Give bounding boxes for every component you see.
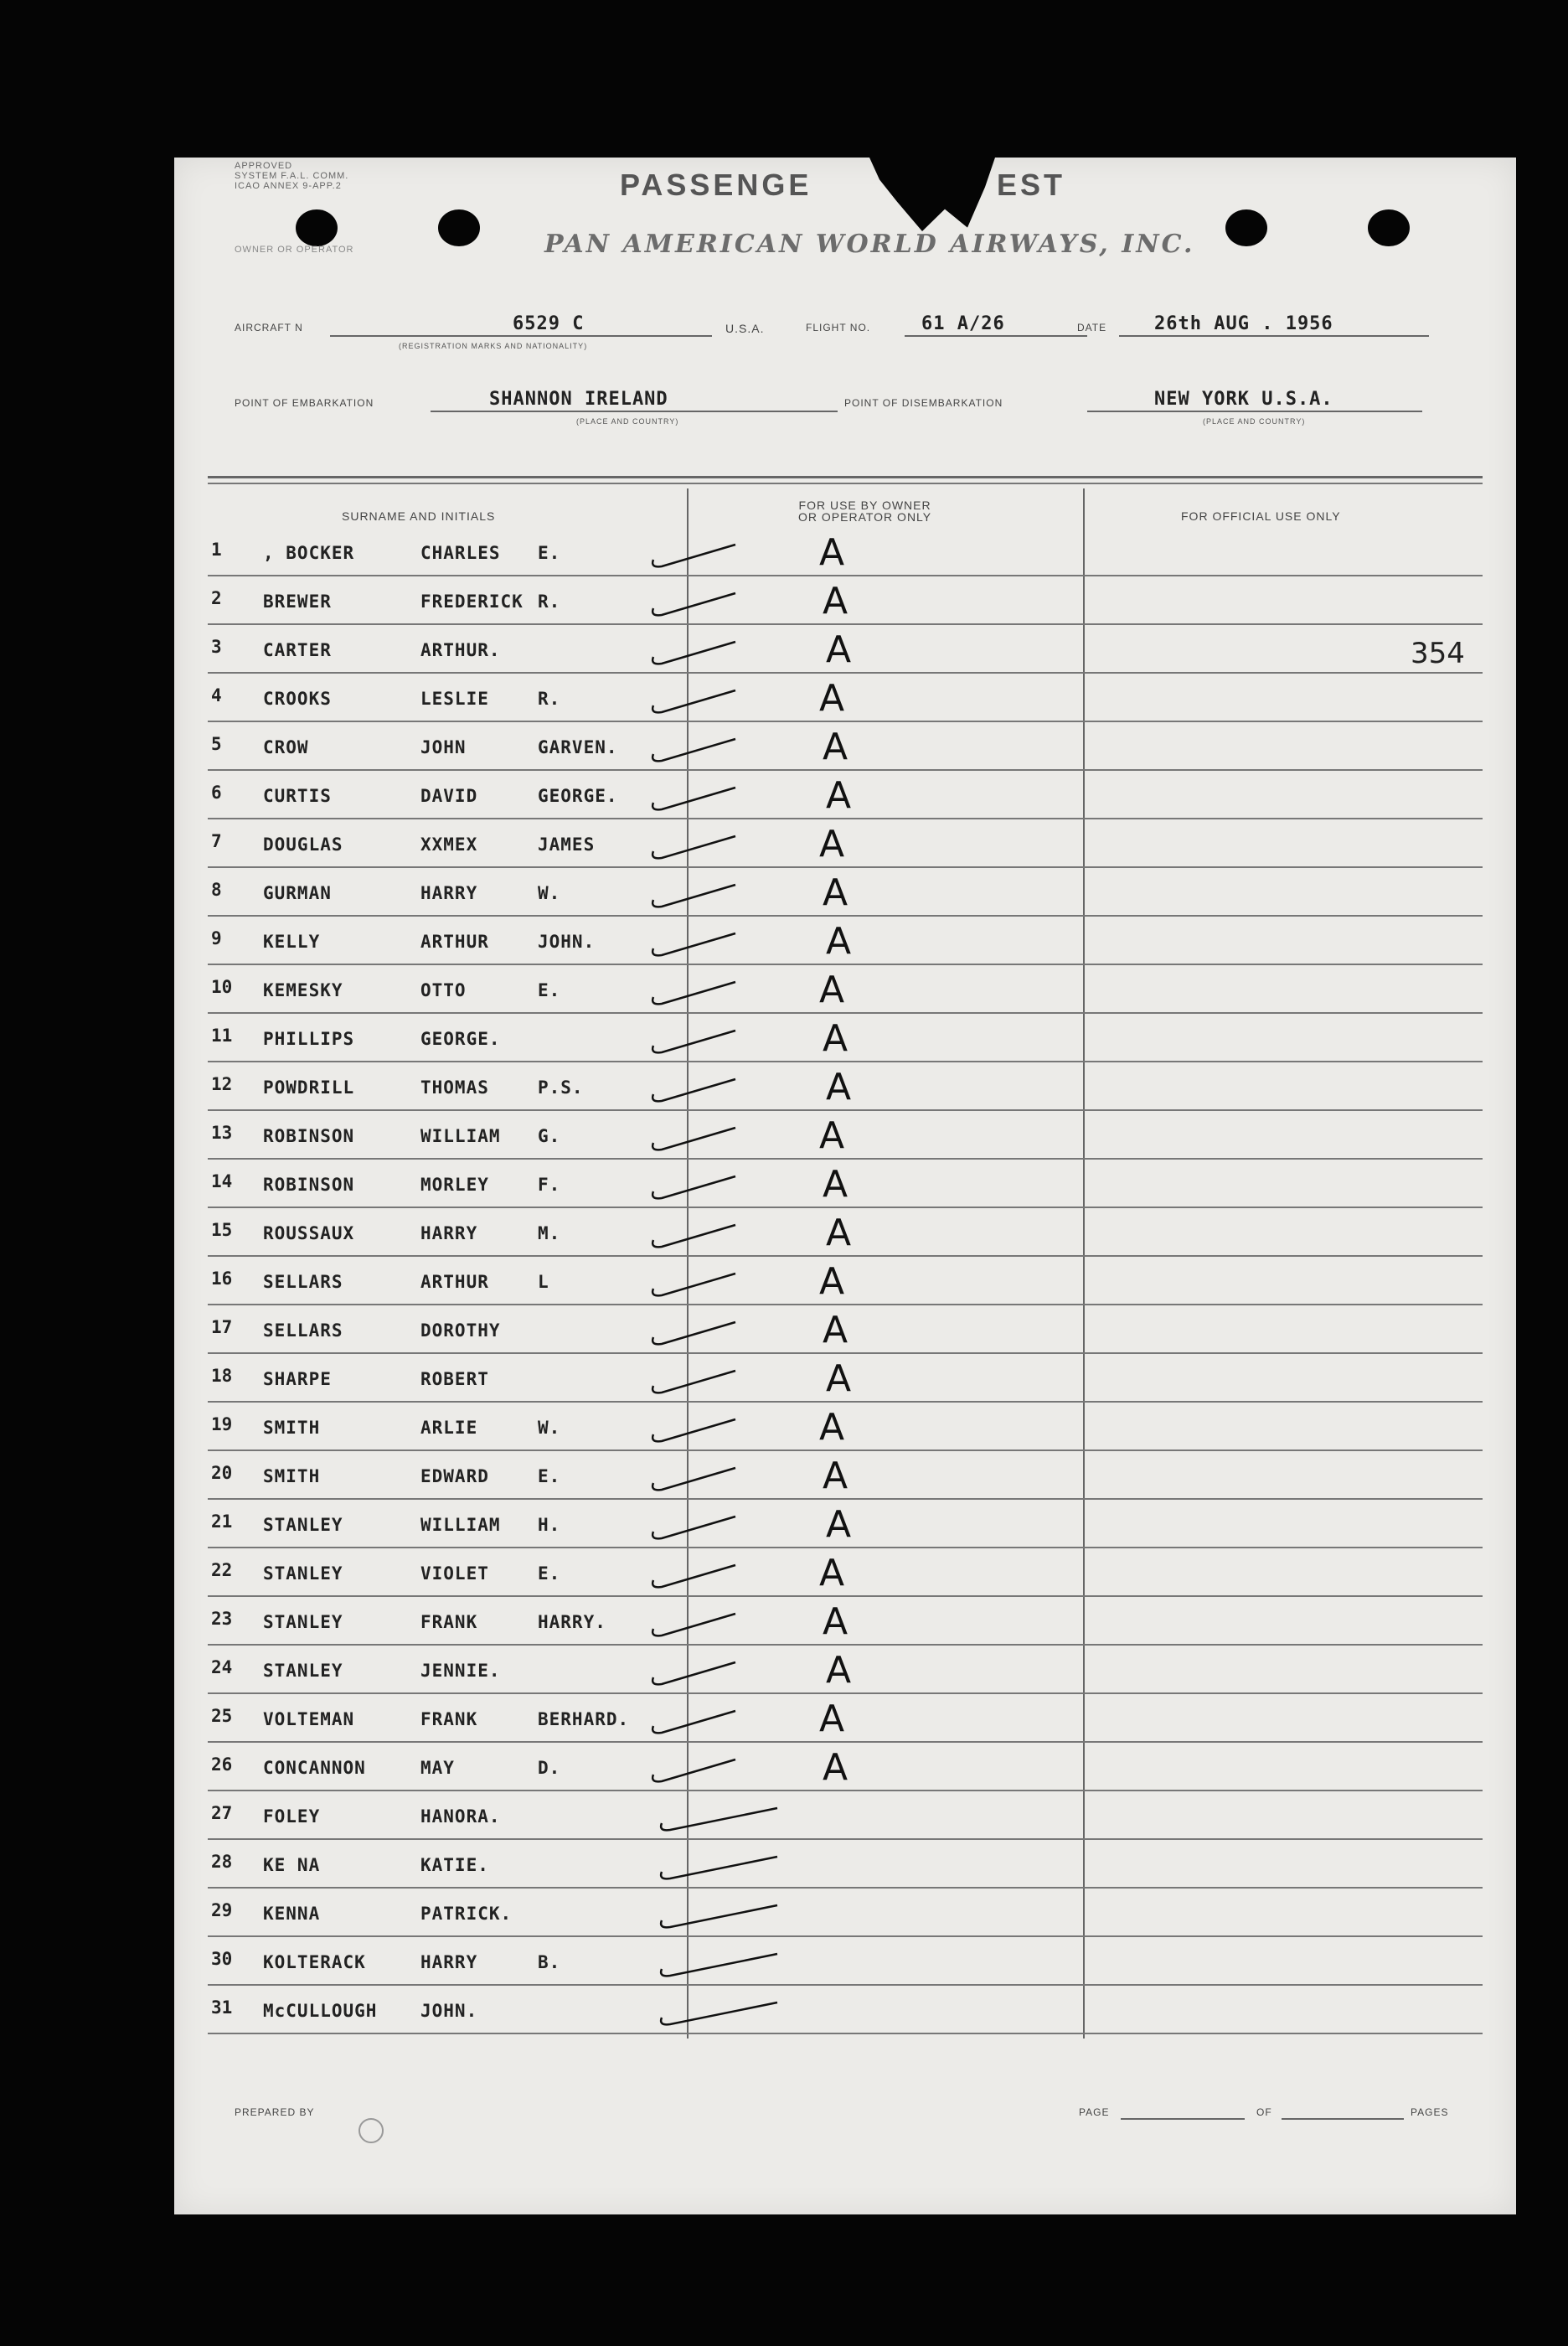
row-rule — [208, 1935, 1483, 1937]
check-stroke-icon — [643, 1166, 811, 1208]
row-number: 27 — [211, 1803, 233, 1823]
row-number: 9 — [211, 928, 222, 948]
operator-mark: A — [826, 920, 852, 963]
passenger-initial: E. — [538, 1466, 561, 1486]
of-underline — [1282, 2118, 1404, 2120]
operator-mark: A — [826, 774, 852, 817]
passenger-surname: SHARPE — [263, 1369, 332, 1389]
row-rule — [208, 1449, 1483, 1451]
operator-mark: A — [819, 1697, 845, 1740]
check-stroke-icon — [652, 1798, 819, 1840]
punch-hole — [438, 209, 480, 246]
check-stroke-icon — [643, 1555, 811, 1597]
row-number: 23 — [211, 1609, 233, 1629]
row-rule — [208, 1547, 1483, 1548]
prepared-label: PREPARED BY — [235, 2106, 315, 2118]
passenger-initial: GARVEN. — [538, 737, 618, 757]
aircraft-value: 6529 C — [513, 313, 585, 334]
passenger-first-name: HANORA. — [420, 1806, 501, 1827]
passenger-first-name: JENNIE. — [420, 1661, 501, 1681]
passenger-initial: W. — [538, 883, 561, 903]
operator-mark: A — [819, 677, 845, 720]
check-stroke-icon — [643, 1263, 811, 1305]
table-top-rule — [208, 476, 1483, 478]
passenger-initial: M. — [538, 1223, 561, 1243]
passenger-first-name: LESLIE — [420, 689, 489, 709]
row-rule — [208, 1158, 1483, 1160]
date-label: DATE — [1077, 322, 1107, 333]
passenger-first-name: MAY — [420, 1758, 455, 1778]
row-rule — [208, 866, 1483, 868]
operator-mark: A — [826, 628, 852, 671]
official-number: 354 — [1411, 637, 1465, 670]
passenger-surname: , BOCKER — [263, 543, 355, 563]
passenger-first-name: CHARLES — [420, 543, 501, 563]
check-stroke-icon — [643, 680, 811, 722]
approval-line: SYSTEM F.A.L. COMM. — [235, 171, 349, 181]
row-number: 16 — [211, 1269, 233, 1289]
passenger-surname: ROBINSON — [263, 1175, 355, 1195]
check-stroke-icon — [643, 778, 811, 819]
passenger-first-name: ARLIE — [420, 1418, 478, 1438]
embark-value: SHANNON IRELAND — [489, 389, 668, 410]
row-rule — [208, 964, 1483, 965]
row-rule — [208, 2033, 1483, 2034]
passenger-surname: KELLY — [263, 932, 321, 952]
aircraft-label: AIRCRAFT N — [235, 322, 303, 333]
operator-mark: A — [819, 1114, 845, 1157]
operator-mark: A — [819, 1260, 845, 1303]
of-label: OF — [1256, 2106, 1272, 2118]
row-number: 11 — [211, 1026, 233, 1046]
check-stroke-icon — [643, 1312, 811, 1354]
passenger-initial: P.S. — [538, 1077, 584, 1098]
passenger-first-name: DOROTHY — [420, 1320, 501, 1341]
passenger-surname: STANLEY — [263, 1661, 343, 1681]
row-number: 1 — [211, 540, 222, 560]
table-top-rule-2 — [208, 483, 1483, 484]
row-number: 29 — [211, 1900, 233, 1920]
aircraft-sublabel: (REGISTRATION MARKS AND NATIONALITY) — [399, 342, 588, 350]
check-stroke-icon — [643, 1701, 811, 1743]
row-number: 17 — [211, 1317, 233, 1337]
passenger-first-name: XXMEX — [420, 835, 478, 855]
passenger-first-name: ROBERT — [420, 1369, 489, 1389]
operator-mark: A — [823, 726, 848, 768]
disembark-label: POINT OF DISEMBARKATION — [844, 397, 1003, 409]
passenger-initial: R. — [538, 689, 561, 709]
check-stroke-icon — [643, 1458, 811, 1500]
col-owner-header — [798, 499, 931, 523]
passenger-initial: E. — [538, 980, 561, 1000]
row-rule — [208, 1692, 1483, 1694]
row-number: 10 — [211, 977, 233, 997]
operator-mark: A — [819, 823, 845, 866]
form-title-right: EST — [997, 168, 1066, 202]
row-rule — [208, 623, 1483, 625]
col-surname-header: SURNAME AND INITIALS — [342, 509, 496, 523]
operator-mark: A — [823, 1309, 848, 1351]
row-number: 20 — [211, 1463, 233, 1483]
flight-label: FLIGHT NO. — [806, 322, 871, 333]
col-official-header: FOR OFFICIAL USE ONLY — [1181, 509, 1341, 523]
passenger-first-name: PATRICK. — [420, 1904, 513, 1924]
passenger-first-name: WILLIAM — [420, 1126, 501, 1146]
aircraft-underline — [330, 335, 712, 337]
check-stroke-icon — [643, 1652, 811, 1694]
row-number: 18 — [211, 1366, 233, 1386]
row-rule — [208, 1207, 1483, 1208]
row-number: 22 — [211, 1560, 233, 1580]
check-stroke-icon — [643, 583, 811, 625]
check-stroke-icon — [643, 972, 811, 1014]
check-stroke-icon — [643, 875, 811, 917]
row-rule — [208, 1061, 1483, 1062]
row-number: 31 — [211, 1997, 233, 2018]
pages-label: PAGES — [1411, 2106, 1449, 2118]
row-number: 5 — [211, 734, 222, 754]
check-stroke-icon — [643, 1215, 811, 1257]
passenger-first-name: HARRY — [420, 883, 478, 903]
flight-underline — [905, 335, 1087, 337]
operator-mark: A — [823, 871, 848, 914]
passenger-initial: GEORGE. — [538, 786, 618, 806]
passenger-initial: E. — [538, 1563, 561, 1584]
passenger-surname: SMITH — [263, 1466, 321, 1486]
operator-mark: A — [826, 1212, 852, 1254]
operator-mark: A — [823, 1455, 848, 1497]
disembark-underline — [1087, 411, 1422, 412]
operator-mark: A — [823, 1746, 848, 1789]
row-rule — [208, 1304, 1483, 1305]
passenger-first-name: MORLEY — [420, 1175, 489, 1195]
stamp-circle-icon — [358, 2118, 384, 2143]
operator-mark: A — [823, 1600, 848, 1643]
passenger-surname: BREWER — [263, 592, 332, 612]
check-stroke-icon — [643, 1021, 811, 1062]
passenger-initial: G. — [538, 1126, 561, 1146]
passenger-surname: ROBINSON — [263, 1126, 355, 1146]
owner-label: OWNER OR OPERATOR — [235, 245, 354, 255]
operator-mark: A — [826, 1357, 852, 1400]
check-stroke-icon — [643, 632, 811, 674]
check-stroke-icon — [652, 1992, 819, 2034]
approval-line: APPROVED — [235, 161, 293, 171]
manifest-sheet — [174, 158, 1516, 2214]
passenger-first-name: FRANK — [420, 1612, 478, 1632]
check-stroke-icon — [643, 1409, 811, 1451]
passenger-initial: D. — [538, 1758, 561, 1778]
passenger-surname: SMITH — [263, 1418, 321, 1438]
passenger-initial: L — [538, 1272, 549, 1292]
passenger-initial: B. — [538, 1952, 561, 1972]
embark-sublabel: (PLACE AND COUNTRY) — [576, 417, 679, 426]
row-rule — [208, 1401, 1483, 1403]
row-number: 2 — [211, 588, 222, 608]
passenger-surname: SELLARS — [263, 1272, 343, 1292]
operator-mark: A — [819, 969, 845, 1011]
passenger-surname: CURTIS — [263, 786, 332, 806]
passenger-first-name: JOHN — [420, 737, 467, 757]
passenger-surname: KOLTERACK — [263, 1952, 366, 1972]
passenger-first-name: VIOLET — [420, 1563, 489, 1584]
row-rule — [208, 672, 1483, 674]
row-rule — [208, 915, 1483, 917]
disembark-sublabel: (PLACE AND COUNTRY) — [1203, 417, 1306, 426]
passenger-first-name: THOMAS — [420, 1077, 489, 1098]
row-rule — [208, 1984, 1483, 1986]
operator-mark: A — [826, 1066, 852, 1108]
operator-mark: A — [819, 1552, 845, 1594]
passenger-initial: JAMES — [538, 835, 596, 855]
row-rule — [208, 1887, 1483, 1889]
check-stroke-icon — [643, 1361, 811, 1403]
passenger-surname: KEMESKY — [263, 980, 343, 1000]
page-label: PAGE — [1079, 2106, 1110, 2118]
check-stroke-icon — [643, 1506, 811, 1548]
passenger-first-name: JOHN. — [420, 2001, 478, 2021]
row-number: 7 — [211, 831, 222, 851]
row-number: 3 — [211, 637, 222, 657]
punch-hole — [1368, 209, 1410, 246]
torn-paper — [869, 158, 995, 231]
passenger-initial: E. — [538, 543, 561, 563]
embark-label: POINT OF EMBARKATION — [235, 397, 374, 409]
passenger-first-name: OTTO — [420, 980, 467, 1000]
row-rule — [208, 1255, 1483, 1257]
passenger-surname: DOUGLAS — [263, 835, 343, 855]
row-number: 14 — [211, 1171, 233, 1191]
check-stroke-icon — [643, 1069, 811, 1111]
passenger-first-name: FREDERICK — [420, 592, 524, 612]
passenger-first-name: HARRY — [420, 1223, 478, 1243]
passenger-surname: PHILLIPS — [263, 1029, 355, 1049]
passenger-first-name: KATIE. — [420, 1855, 489, 1875]
passenger-surname: GURMAN — [263, 883, 332, 903]
passenger-first-name: HARRY — [420, 1952, 478, 1972]
passenger-surname: VOLTEMAN — [263, 1709, 355, 1729]
passenger-first-name: ARTHUR. — [420, 640, 501, 660]
row-rule — [208, 721, 1483, 722]
embark-underline — [431, 411, 838, 412]
row-number: 4 — [211, 685, 222, 705]
passenger-surname: CONCANNON — [263, 1758, 366, 1778]
passenger-surname: STANLEY — [263, 1515, 343, 1535]
passenger-surname: McCULLOUGH — [263, 2001, 378, 2021]
form-title-left: PASSENGE — [620, 168, 812, 202]
company-name: PAN AMERICAN WORLD AIRWAYS, INC. — [544, 230, 1195, 259]
passenger-surname: KE NA — [263, 1855, 321, 1875]
passenger-surname: KENNA — [263, 1904, 321, 1924]
check-stroke-icon — [652, 1944, 819, 1986]
row-number: 15 — [211, 1220, 233, 1240]
row-number: 6 — [211, 783, 222, 803]
passenger-initial: F. — [538, 1175, 561, 1195]
passenger-surname: ROUSSAUX — [263, 1223, 355, 1243]
page-underline — [1121, 2118, 1245, 2120]
row-rule — [208, 1741, 1483, 1743]
passenger-surname: FOLEY — [263, 1806, 321, 1827]
row-rule — [208, 1012, 1483, 1014]
operator-mark: A — [819, 1406, 845, 1449]
passenger-first-name: FRANK — [420, 1709, 478, 1729]
passenger-initial: R. — [538, 592, 561, 612]
check-stroke-icon — [643, 923, 811, 965]
operator-mark: A — [826, 1503, 852, 1546]
col-owner-header-line2: OR OPERATOR ONLY — [798, 510, 932, 524]
date-value: 26th AUG . 1956 — [1154, 313, 1333, 334]
row-rule — [208, 1109, 1483, 1111]
row-number: 28 — [211, 1852, 233, 1872]
check-stroke-icon — [643, 729, 811, 771]
operator-mark: A — [823, 1017, 848, 1060]
row-number: 12 — [211, 1074, 233, 1094]
row-number: 19 — [211, 1414, 233, 1434]
passenger-initial: H. — [538, 1515, 561, 1535]
passenger-surname: STANLEY — [263, 1612, 343, 1632]
flight-value: 61 A/26 — [921, 313, 1005, 334]
col-owner-header-line1: FOR USE BY OWNER — [798, 499, 931, 512]
check-stroke-icon — [643, 1118, 811, 1160]
approval-stamp — [235, 161, 348, 191]
check-stroke-icon — [643, 826, 811, 868]
row-number: 30 — [211, 1949, 233, 1969]
check-stroke-icon — [643, 1604, 811, 1646]
check-stroke-icon — [652, 1895, 819, 1937]
row-rule — [208, 1498, 1483, 1500]
date-underline — [1119, 335, 1429, 337]
row-rule — [208, 1644, 1483, 1646]
passenger-surname: POWDRILL — [263, 1077, 355, 1098]
check-stroke-icon — [643, 1749, 811, 1791]
passenger-surname: CARTER — [263, 640, 332, 660]
punch-hole — [296, 209, 338, 246]
operator-mark: A — [823, 580, 848, 623]
passenger-initial: W. — [538, 1418, 561, 1438]
row-rule — [208, 1790, 1483, 1791]
passenger-surname: CROOKS — [263, 689, 332, 709]
row-rule — [208, 1838, 1483, 1840]
passenger-initial: BERHARD. — [538, 1709, 630, 1729]
passenger-first-name: ARTHUR — [420, 1272, 489, 1292]
operator-mark: A — [823, 1163, 848, 1206]
passenger-first-name: ARTHUR — [420, 932, 489, 952]
passenger-initial: JOHN. — [538, 932, 596, 952]
passenger-surname: SELLARS — [263, 1320, 343, 1341]
row-rule — [208, 1595, 1483, 1597]
disembark-value: NEW YORK U.S.A. — [1154, 389, 1333, 410]
row-rule — [208, 769, 1483, 771]
country-label: U.S.A. — [725, 322, 765, 335]
passenger-first-name: DAVID — [420, 786, 478, 806]
row-number: 8 — [211, 880, 222, 900]
row-rule — [208, 818, 1483, 819]
row-number: 13 — [211, 1123, 233, 1143]
check-stroke-icon — [643, 535, 811, 576]
operator-mark: A — [819, 531, 845, 574]
row-rule — [208, 1352, 1483, 1354]
punch-hole — [1225, 209, 1267, 246]
check-stroke-icon — [652, 1847, 819, 1889]
row-rule — [208, 575, 1483, 576]
row-number: 25 — [211, 1706, 233, 1726]
operator-mark: A — [826, 1649, 852, 1692]
passenger-surname: STANLEY — [263, 1563, 343, 1584]
passenger-first-name: WILLIAM — [420, 1515, 501, 1535]
row-number: 26 — [211, 1754, 233, 1775]
passenger-first-name: GEORGE. — [420, 1029, 501, 1049]
passenger-surname: CROW — [263, 737, 309, 757]
row-number: 21 — [211, 1511, 233, 1532]
approval-line: ICAO ANNEX 9-APP.2 — [235, 181, 342, 191]
passenger-initial: HARRY. — [538, 1612, 606, 1632]
passenger-first-name: EDWARD — [420, 1466, 489, 1486]
row-number: 24 — [211, 1657, 233, 1677]
